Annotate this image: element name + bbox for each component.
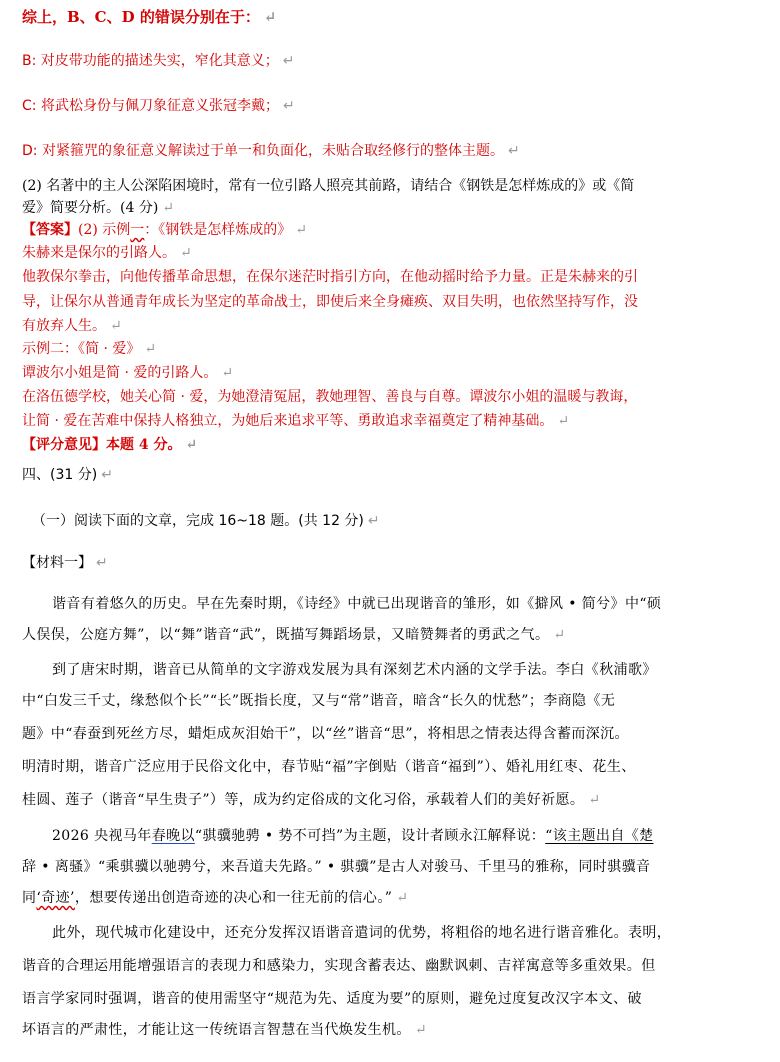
paragraph-mark: ↵: [110, 318, 122, 334]
spellcheck-underline: 一: [130, 222, 145, 238]
paragraph-mark: ↵: [367, 513, 380, 529]
paragraph-mark: ↵: [221, 365, 234, 381]
answer-1-line-1: 朱赫来是保尔的引路人。 ↵: [22, 245, 192, 261]
paragraph-1-line-1: 谐音有着悠久的历史。早在先秦时期，《诗经》中就已出现谐音的雏形，如《擗风 • 简兮》中“硕: [52, 596, 662, 612]
paragraph-2-line-1: 到了唐宋时期，谐音已从简单的文字游戏发展为具有深刻艺术内涵的文学手法。李白《秋浦歌》: [52, 662, 657, 678]
material-one-label: 【材料一】 ↵: [22, 555, 108, 571]
paragraph-mark: ↵: [180, 245, 192, 261]
grammar-underline: 春晚以: [151, 828, 195, 844]
b-error-line: B: 对皮带功能的描述失实，窄化其意义； ↵: [22, 53, 295, 69]
example-2-heading: 示例二：《简 · 爱》 ↵: [22, 341, 157, 357]
c-error-line: C: 将武松身份与佩刀象征意义张冠李戴； ↵: [22, 98, 295, 114]
paragraph-4-line-3: 语言学家同时强调，谐音的使用需坚守“规范为先、适度为要”的原则，避免过度复改汉字本文、破: [22, 991, 642, 1007]
paragraph-mark: ↵: [295, 222, 308, 238]
question-2-line-2: 爱》简要分析。(4 分) ↵: [22, 200, 175, 216]
answer-2-line-2: 在洛伍德学校，她关心简 · 爱，为她澄清冤屈，教她理智、善良与自尊。谭波尔小姐的温暖与教诲，: [22, 389, 638, 405]
answer-1-line-4: 有放弃人生。 ↵: [22, 318, 122, 334]
summary-heading: 综上，B、C、D 的错误分别在于： ↵: [22, 8, 277, 26]
paragraph-mark: ↵: [185, 437, 198, 453]
paragraph-mark: ↵: [282, 98, 295, 114]
d-error-line: D: 对紧箍咒的象征意义解读过于单一和负面化，未贴合取经修行的整体主题。 ↵: [22, 143, 520, 159]
answer-1-line-3: 导，让保尔从普通青年成长为坚定的革命战士，即使后来全身瘫痪、双目失明，也依然坚持写作，没: [22, 294, 638, 310]
paragraph-mark: ↵: [162, 200, 175, 216]
paragraph-mark: ↵: [96, 555, 108, 571]
paragraph-2-line-5: 桂圆、莲子（谐音“早生贵子”）等，成为约定俗成的文化习俗，承载着人们的美好祈愿。 ↵: [22, 792, 601, 808]
answer-tag: 【答案】: [22, 222, 78, 238]
paragraph-3-line-2: 辞 • 离骚》“乘骐骥以驰骋兮，来吾道夫先路。” • 骐骥”是古人对骏马、千里马的雅称，同时骐骥音: [22, 859, 651, 875]
paragraph-mark: ↵: [557, 413, 570, 429]
paragraph-2-line-2: 中“白发三千丈，缘愁似个长”“长”既指长度，又与“常”谐音，暗含“长久的忧愁”；李商隐《无: [22, 693, 616, 709]
paragraph-mark: ↵: [553, 627, 566, 643]
format-underline: “该主题出自《楚: [545, 828, 654, 844]
scoring-note: 【评分意见】本题 4 分。 ↵: [22, 437, 198, 453]
paragraph-4-line-2: 谐音的合理运用能增强语言的表现力和感染力，实现含蓄表达、幽默讽刺、吉祥寓意等多重效果。但: [22, 958, 656, 974]
paragraph-mark: ↵: [396, 890, 409, 906]
paragraph-mark: ↵: [282, 53, 295, 69]
reading-instruction: （一）阅读下面的文章，完成 16~18 题。(共 12 分) ↵: [32, 513, 380, 529]
paragraph-mark: ↵: [101, 467, 113, 483]
paragraph-2-line-4: 明清时期，谐音广泛应用于民俗文化中，春节贴“福”字倒贴（谐音“福到”）、婚礼用红枣、花生、: [22, 759, 636, 775]
answer-header: 【答案】(2) 示例一：《钢铁是怎样炼成的》 ↵: [22, 222, 308, 238]
paragraph-3-line-3: 同‘奇迹’，想要传递出创造奇迹的决心和一往无前的信心。” ↵: [22, 890, 409, 906]
paragraph-4-line-4: 坏语言的严肃性，才能让这一传统语言智慧在当代焕发生机。 ↵: [22, 1022, 427, 1038]
paragraph-4-line-1: 此外，现代城市化建设中，还充分发挥汉语谐音遣词的优势，将粗俗的地名进行谐音雅化。表明，: [52, 925, 672, 941]
spellcheck-underline: ‘奇迹’: [36, 890, 75, 906]
paragraph-mark: ↵: [263, 8, 277, 26]
paragraph-mark: ↵: [507, 143, 520, 159]
section-four-heading: 四、(31 分) ↵: [22, 467, 113, 483]
paragraph-mark: ↵: [144, 341, 157, 357]
question-2-line-1: (2) 名著中的主人公深陷困境时，常有一位引路人照亮其前路，请结合《钢铁是怎样炼成的》或《简: [22, 178, 635, 194]
paragraph-mark: ↵: [414, 1022, 427, 1038]
paragraph-3-line-1: 2026 央视马年春晚以“骐骥驰骋 • 势不可挡”为主题，设计者顾永江解释说：“该主题出自《楚: [52, 828, 654, 844]
answer-2-line-1: 谭波尔小姐是简 · 爱的引路人。 ↵: [22, 365, 234, 381]
paragraph-mark: ↵: [588, 792, 601, 808]
paragraph-2-line-3: 题》中“春蚕到死丝方尽，蜡炬成灰泪始干”，以“丝”谐音“思”，将相思之情表达得含蓄而深沉。: [22, 726, 629, 742]
paragraph-1-line-2: 人俣俣，公庭方舞”，以“舞”谐音“武”，既描写舞蹈场景，又暗赞舞者的勇武之气。 ↵: [22, 627, 566, 643]
answer-1-line-2: 他教保尔拳击，向他传播革命思想，在保尔迷茫时指引方向，在他动摇时给予力量。正是朱赫来的引: [22, 269, 638, 285]
answer-2-line-3: 让简 · 爱在苦难中保持人格独立，为她后来追求平等、勇敢追求幸福奠定了精神基础。 ↵: [22, 413, 570, 429]
